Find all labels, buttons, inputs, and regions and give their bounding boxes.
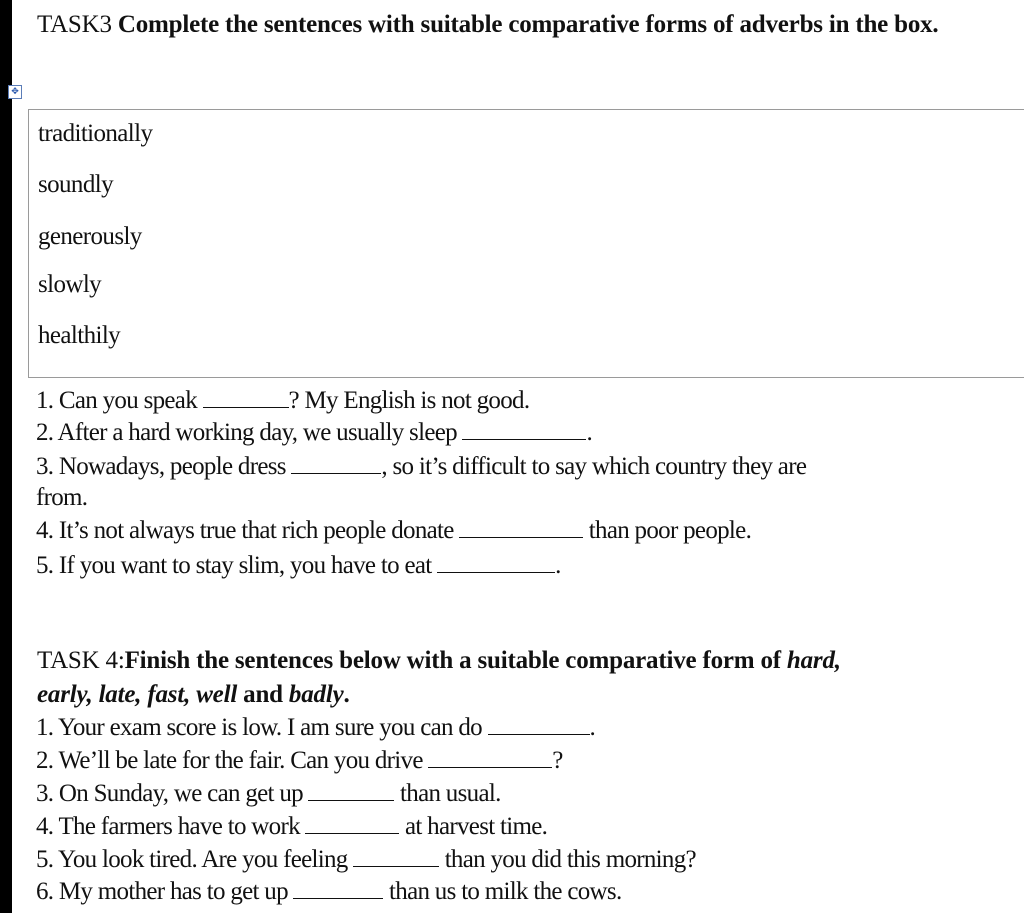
sentence-text: than us to milk the cows. (383, 878, 622, 905)
word-box-item: slowly (38, 271, 102, 298)
sentence-text: . (589, 714, 596, 741)
answer-blank[interactable] (308, 780, 394, 801)
answer-blank[interactable] (293, 878, 383, 899)
sentence-text: 4. It’s not always true that rich people donate (36, 517, 460, 544)
task3-sentence-4 (36, 515, 751, 546)
task4-sentence-6 (36, 876, 622, 907)
answer-blank[interactable] (305, 813, 399, 834)
word-hard: hard, (786, 647, 841, 674)
word-fast: fast, (147, 681, 191, 708)
word-box (28, 109, 1024, 378)
word-early: early, (37, 681, 93, 708)
word-box-item: traditionally (38, 120, 153, 147)
task4-instruction: Finish the sentences below with a suitable comparative form of (124, 647, 787, 674)
sentence-text: 5. You look tired. Are you feeling (36, 846, 354, 873)
sentence-text: , so it’s difficult to say which country they are (381, 453, 807, 480)
answer-blank[interactable] (428, 747, 552, 768)
task4-sentence-1 (36, 712, 595, 743)
word-badly: badly (288, 681, 344, 708)
answer-blank[interactable] (437, 552, 555, 573)
task3-sentence-3 (36, 451, 806, 482)
answer-blank[interactable] (291, 453, 381, 474)
task4-sentence-5 (36, 844, 696, 875)
sentence-text: 3. On Sunday, we can get up (36, 780, 309, 807)
sentence-text: at harvest time. (399, 813, 548, 840)
task4-label: TASK 4: (37, 647, 125, 674)
sentence-text: 1. Can you speak (36, 387, 203, 414)
task4-sentence-4 (36, 811, 547, 842)
word-box-item: soundly (38, 171, 113, 198)
sentence-text: . (555, 552, 561, 579)
answer-blank[interactable] (203, 387, 289, 408)
sentence-text: . (586, 419, 593, 446)
sentence-text: 4. The farmers have to work (36, 813, 306, 840)
sentence-text: ? My English is not good. (288, 387, 530, 414)
sentence-text: 2. After a hard working day, we usually sleep (36, 419, 463, 446)
task3-sentence-3-continued: from. (36, 484, 88, 511)
sentence-text: 3. Nowadays, people dress (36, 453, 292, 480)
task3-sentence-2 (36, 417, 592, 448)
sentence-text: 2. We’ll be late for the fair. Can you drive (36, 747, 429, 774)
task4-sentence-2 (36, 745, 563, 776)
answer-blank[interactable] (462, 419, 586, 440)
answer-blank[interactable] (353, 846, 439, 867)
word-and: and (243, 681, 283, 708)
task4-heading (37, 644, 997, 712)
sentence-text: than usual. (394, 780, 501, 807)
sentence-text: than you did this morning? (439, 846, 696, 873)
task3-label: TASK3 (37, 11, 112, 38)
heading-period: . (343, 681, 350, 708)
task3-instruction: Complete the sentences with suitable comparative forms of adverbs in the box. (117, 11, 939, 38)
sentence-text: 6. My mother has to get up (36, 878, 294, 905)
sentence-text: 5. If you want to stay slim, you have to eat (36, 552, 438, 579)
answer-blank[interactable] (488, 714, 590, 735)
word-late: late, (98, 681, 142, 708)
left-margin-bar (0, 0, 12, 913)
task4-sentence-3 (36, 778, 501, 809)
task3-heading (37, 8, 997, 42)
table-move-handle-icon[interactable]: ✥ (8, 85, 22, 99)
sentence-text: than poor people. (583, 517, 752, 544)
word-box-item: generously (38, 223, 142, 250)
task3-sentence-5 (36, 550, 561, 581)
sentence-text: ? (552, 747, 563, 774)
word-well: well (196, 681, 238, 708)
sentence-text: 1. Your exam score is low. I am sure you can do (36, 714, 488, 741)
word-box-item: healthily (38, 322, 121, 349)
task3-sentence-1 (36, 385, 529, 416)
answer-blank[interactable] (459, 517, 583, 538)
